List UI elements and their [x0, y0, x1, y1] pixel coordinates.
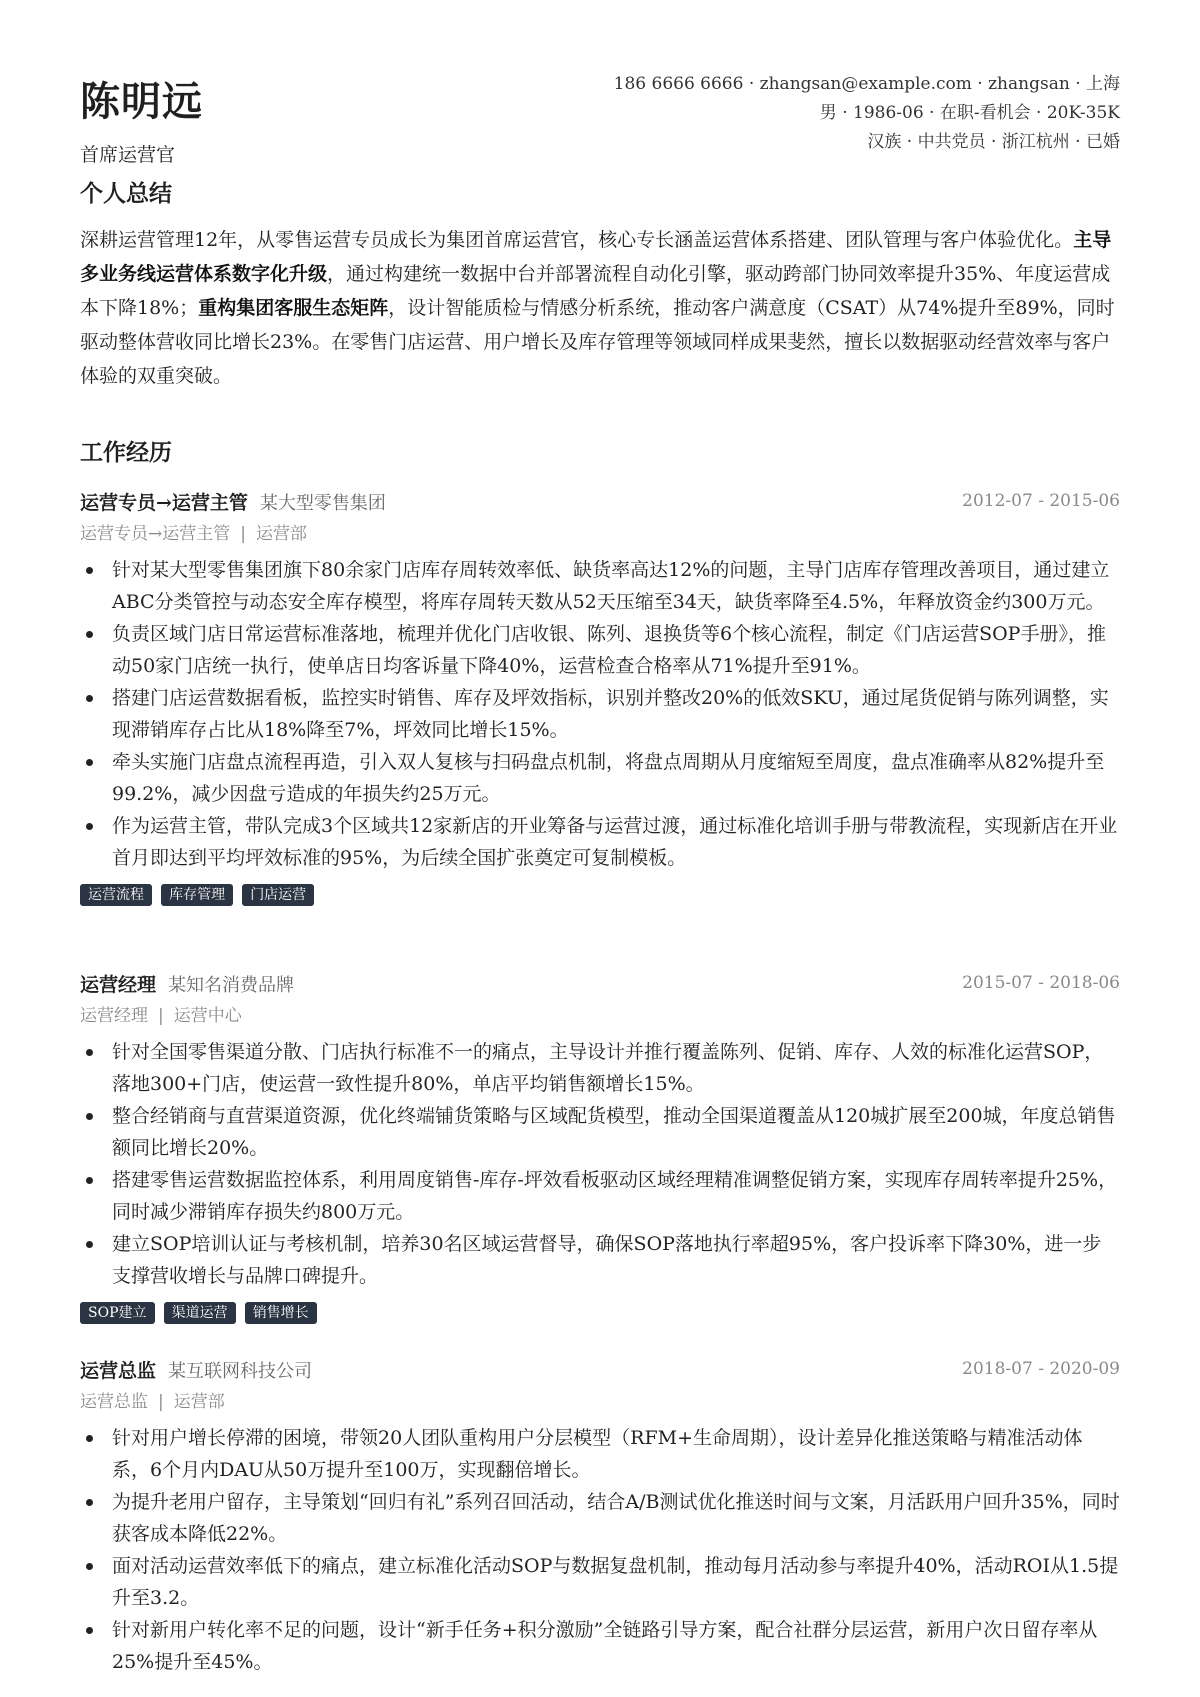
summary-part: 深耕运营管理12年，从零售运营专员成长为集团首席运营官，核心专长涵盖运营体系搭建、团队管理与客户体验优化。 — [80, 229, 1074, 251]
job-subline — [80, 1388, 1120, 1422]
job-department: 运营部 — [255, 524, 307, 544]
job-date: 2018-07 - 2020-09 — [962, 1359, 1120, 1379]
experience-title: 工作经历 — [80, 439, 172, 466]
job-bullets — [80, 1036, 1120, 1292]
job-bullet: 针对新用户转化率不足的问题，设计“新手任务+积分激励”全链路引导方案，配合社群分层运营，新用户次日留存率从25%提升至45%。 — [80, 1614, 1120, 1678]
job-bullet: 面对活动运营效率低下的痛点，建立标准化活动SOP与数据复盘机制，推动每月活动参与率提升40%，活动ROI从1.5提升至3.2。 — [80, 1550, 1120, 1614]
summary-part: ，通过构建统一数据中台并部署流程自动化引擎，驱动跨部门协同效率提升35%、年度运营成本下降18%； — [80, 263, 1111, 319]
job-header — [80, 1356, 1120, 1388]
summary-part: ，设计智能质检与情感分析系统，推动客户满意度（CSAT）从74%提升至89%，同时驱动整体营收同比增长23%。在零售门店运营、用户增长及库存管理等领域同样成果斐然，擅长以数据驱动经营效率与客户体验的双重突破。 — [80, 297, 1115, 387]
job-bullet: 整合经销商与直营渠道资源，优化终端铺货策略与区域配货模型，推动全国渠道覆盖从120城扩展至200城，年度总销售额同比增长20%。 — [80, 1100, 1120, 1164]
job-separator: | — [158, 1006, 164, 1026]
job-company: 某互联网科技公司 — [168, 1361, 313, 1382]
job-bullet: 建立SOP培训认证与考核机制，培养30名区域运营督导，确保SOP落地执行率超95%，客户投诉率下降30%，进一步支撑营收增长与品牌口碑提升。 — [80, 1228, 1120, 1292]
job-department: 运营部 — [173, 1392, 225, 1412]
job-position: 运营专员→运营主管 — [80, 524, 231, 544]
summary-title: 个人总结 — [80, 180, 172, 207]
job-company: 某大型零售集团 — [259, 493, 386, 514]
job-separator: | — [158, 1392, 164, 1412]
job-bullet: 搭建门店运营数据看板，监控实时销售、库存及坪效指标，识别并整改20%的低效SKU，通过尾货促销与陈列调整，实现滞销库存占比从18%降至7%，坪效同比增长15%。 — [80, 682, 1120, 746]
job-bullet: 针对全国零售渠道分散、门店执行标准不一的痛点，主导设计并推行覆盖陈列、促销、库存、人效的标准化运营SOP，落地300+门店，使运营一致性提升80%，单店平均销售额增长15%。 — [80, 1036, 1120, 1100]
job-tags — [80, 1302, 1120, 1328]
job-entry — [80, 1356, 1120, 1678]
contact-info — [614, 70, 1120, 157]
job-bullets — [80, 554, 1120, 874]
job-company: 某知名消费品牌 — [168, 975, 295, 996]
job-title: 运营总监 — [80, 1360, 157, 1382]
job-bullet: 为提升老用户留存，主导策划“回归有礼”系列召回活动，结合A/B测试优化推送时间与文案，月活跃用户回升35%，同时获客成本降低22%。 — [80, 1486, 1120, 1550]
candidate-role: 首席运营官 — [80, 144, 176, 166]
skill-tag: 渠道运营 — [164, 1302, 236, 1324]
job-title: 运营经理 — [80, 974, 157, 996]
job-header — [80, 488, 1120, 520]
job-date: 2015-07 - 2018-06 — [962, 973, 1120, 993]
job-date: 2012-07 - 2015-06 — [962, 491, 1120, 511]
contact-line-1: 186 6666 6666 · zhangsan@example.com · zhangsan · 上海 — [613, 74, 1120, 94]
job-position: 运营总监 — [80, 1392, 148, 1412]
contact-line-3: 汉族 · 中共党员 · 浙江杭州 · 已婚 — [867, 132, 1120, 152]
job-bullet: 搭建零售运营数据监控体系，利用周度销售-库存-坪效看板驱动区域经理精准调整促销方案，实现库存周转率提升25%，同时减少滞销库存损失约800万元。 — [80, 1164, 1120, 1228]
job-entry — [80, 970, 1120, 1328]
job-subline — [80, 1002, 1120, 1036]
job-bullets — [80, 1422, 1120, 1678]
job-department: 运营中心 — [173, 1006, 242, 1026]
skill-tag: 库存管理 — [161, 884, 233, 906]
skill-tag: SOP建立 — [80, 1302, 155, 1324]
job-tags — [80, 884, 1120, 910]
job-separator: | — [240, 524, 246, 544]
job-bullet: 牵头实施门店盘点流程再造，引入双人复核与扫码盘点机制，将盘点周期从月度缩短至周度，盘点准确率从82%提升至99.2%，减少因盘亏造成的年损失约25万元。 — [80, 746, 1120, 810]
job-bullet: 作为运营主管，带队完成3个区域共12家新店的开业筹备与运营过渡，通过标准化培训手册与带教流程，实现新店在开业首月即达到平均坪效标准的95%，为后续全国扩张奠定可复制模板。 — [80, 810, 1120, 874]
job-position: 运营经理 — [80, 1006, 148, 1026]
contact-line-2: 男 · 1986-06 · 在职-看机会 · 20K-35K — [819, 103, 1120, 123]
job-bullet: 针对某大型零售集团旗下80余家门店库存周转效率低、缺货率高达12%的问题，主导门店库存管理改善项目，通过建立ABC分类管控与动态安全库存模型，将库存周转天数从52天压缩至34天，缺货率降至4.5%，年释放资金约300万元。 — [80, 554, 1120, 618]
summary-highlight: 重构集团客服生态矩阵 — [198, 297, 389, 319]
job-bullet: 针对用户增长停滞的困境，带领20人团队重构用户分层模型（RFM+生命周期），设计差异化推送策略与精准活动体系，6个月内DAU从50万提升至100万，实现翻倍增长。 — [80, 1422, 1120, 1486]
candidate-name: 陈明远 — [80, 78, 203, 125]
skill-tag: 运营流程 — [80, 884, 152, 906]
job-bullet: 负责区域门店日常运营标准落地，梳理并优化门店收银、陈列、退换货等6个核心流程，制定《门店运营SOP手册》，推动50家门店统一执行，使单店日均客诉量下降40%，运营检查合格率从71%提升至91%。 — [80, 618, 1120, 682]
summary-text — [80, 223, 1120, 393]
job-header — [80, 970, 1120, 1002]
skill-tag: 门店运营 — [242, 884, 314, 906]
skill-tag: 销售增长 — [245, 1302, 317, 1324]
job-title: 运营专员→运营主管 — [80, 492, 248, 514]
job-entry — [80, 488, 1120, 910]
summary-highlight: 主导多业务线运营体系数字化升级 — [80, 229, 1112, 285]
job-subline — [80, 520, 1120, 554]
